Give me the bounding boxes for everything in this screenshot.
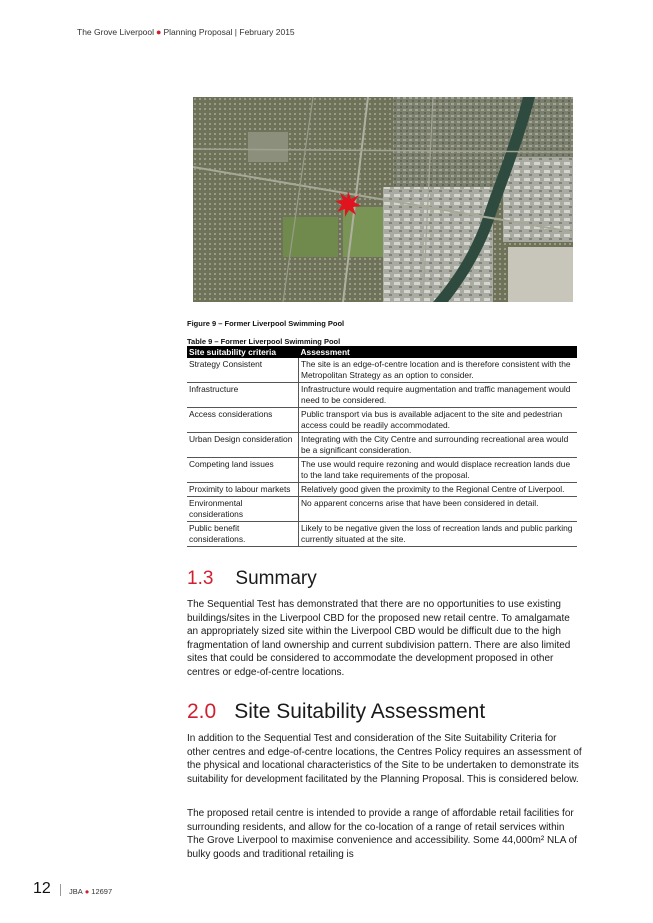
footer-job-number: 12697 — [91, 887, 113, 896]
criteria-cell: Strategy Consistent — [187, 358, 299, 383]
table-row — [187, 408, 577, 433]
criteria-cell: Public benefit considerations. — [187, 522, 299, 547]
column-header-criteria: Site suitability criteria — [187, 346, 299, 358]
criteria-cell: Urban Design consideration — [187, 433, 299, 458]
separator-dot-icon: ● — [156, 27, 162, 37]
site-paragraph-1: In addition to the Sequential Test and consideration of the Site Suitability Criteria for other centres and edge-of-centre locations, the Centres Policy requires an assessment of the physical and locational characteristics of the Site to be undertaken to demonstrate its suitability for development facilitated by the Planning Proposal. This is considered below. — [187, 733, 582, 785]
assessment-cell: Relatively good given the proximity to the Regional Centre of Liverpool. — [299, 483, 578, 497]
aerial-photo — [193, 97, 573, 302]
assessment-cell: Integrating with the City Centre and surrounding recreational area would be a significant consideration. — [299, 433, 578, 458]
summary-title: Summary — [235, 568, 317, 589]
footer-firm: JBA — [69, 887, 83, 896]
assessment-cell: Infrastructure would require augmentation and traffic management would need to be considered. — [299, 383, 578, 408]
criteria-cell: Environmental considerations — [187, 497, 299, 522]
footer-divider — [60, 884, 61, 896]
summary-section-number: 1.3 — [187, 568, 214, 589]
footer-label — [69, 887, 112, 896]
site-suitability-table — [187, 346, 577, 547]
table-row — [187, 358, 577, 383]
criteria-cell: Proximity to labour markets — [187, 483, 299, 497]
summary-paragraph: The Sequential Test has demonstrated that there are no opportunities to use existing buildings/sites in the Liverpool CBD for the proposed new retail centre. To amalgamate an appropriately sized site within the Liverpool CBD would be difficult due to the high fragmentation of land ownership and current subdivision pattern. There are also limited sites that could be considered to accommodate the development proposed in other centres or edge-of-centre locations. — [187, 599, 571, 678]
table-row — [187, 483, 577, 497]
assessment-cell: The use would require rezoning and would displace recreation lands due to the land take requirements of the proposal. — [299, 458, 578, 483]
assessment-cell: Public transport via bus is available adjacent to the site and pedestrian access could be readily accommodated. — [299, 408, 578, 433]
page-number: 12 — [33, 880, 51, 897]
figure-caption: Figure 9 – Former Liverpool Swimming Pool — [187, 319, 345, 328]
separator-dot-icon: ● — [84, 887, 90, 896]
site-section-title: Site Suitability Assessment — [234, 700, 486, 723]
summary-heading — [187, 568, 317, 590]
table-row — [187, 522, 577, 547]
site-paragraph-2: The proposed retail centre is intended to provide a range of affordable retail facilities for surrounding residents, and allow for the co-location of a range of retail services within The Grove Liverpool to maximise convenience and accessibility. Some 44,000m² NLA of bulky goods and traditional retailing is — [187, 808, 578, 860]
table-caption: Table 9 – Former Liverpool Swimming Pool — [187, 337, 341, 346]
header-site-name: The Grove Liverpool — [77, 27, 155, 37]
table-header-row — [187, 346, 577, 358]
column-header-assessment: Assessment — [299, 346, 578, 358]
table-row — [187, 458, 577, 483]
assessment-cell: The site is an edge-of-centre location and is therefore consistent with the Metropolitan Strategy as an option to consider. — [299, 358, 578, 383]
assessment-cell: Likely to be negative given the loss of recreation lands and public parking currently situated at the site. — [299, 522, 578, 547]
assessment-cell: No apparent concerns arise that have been considered in detail. — [299, 497, 578, 522]
table-row — [187, 497, 577, 522]
table-row — [187, 383, 577, 408]
site-section-number: 2.0 — [187, 700, 217, 723]
table-row — [187, 433, 577, 458]
criteria-cell: Competing land issues — [187, 458, 299, 483]
criteria-cell: Access considerations — [187, 408, 299, 433]
criteria-cell: Infrastructure — [187, 383, 299, 408]
site-suitability-heading — [187, 700, 485, 724]
header-doc-title: Planning Proposal | February 2015 — [163, 27, 295, 37]
running-header — [77, 27, 295, 37]
